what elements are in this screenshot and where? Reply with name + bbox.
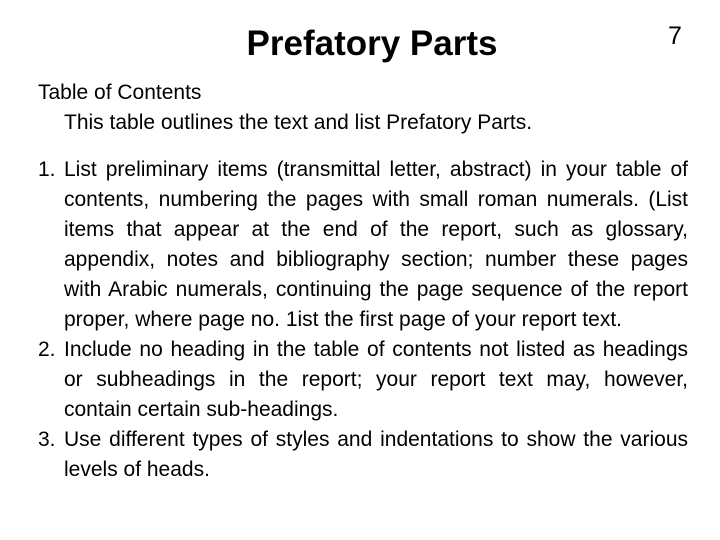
list-item-number: 1.: [38, 158, 56, 181]
list-item-text: List preliminary items (transmittal letter, abstract) in your table of contents, numbering the pages with small roman numerals. (List items that appear at the end of the report, such as glossary, appendix, notes and bibliography section; number these pages with Arabic numerals, continuing the page sequence of the report proper, where page no. 1ist the first page of your report text.: [64, 158, 688, 331]
section-heading: Table of Contents: [38, 81, 202, 104]
page-number: 7: [668, 22, 682, 50]
list-item-number: 3.: [38, 428, 56, 451]
list-item: [38, 425, 688, 485]
list-item-number: 2.: [38, 338, 56, 361]
numbered-list: [38, 155, 688, 485]
list-item: [38, 155, 688, 335]
list-item-text: Use different types of styles and indentations to show the various levels of heads.: [64, 428, 688, 481]
list-item-text: Include no heading in the table of contents not listed as headings or subheadings in the report; your report text may, however, contain certain sub-headings.: [64, 338, 688, 421]
slide-body: [38, 78, 688, 485]
slide-title: Prefatory Parts: [246, 24, 498, 63]
list-item: [38, 335, 688, 425]
section-description: This table outlines the text and list Prefatory Parts.: [64, 111, 533, 134]
